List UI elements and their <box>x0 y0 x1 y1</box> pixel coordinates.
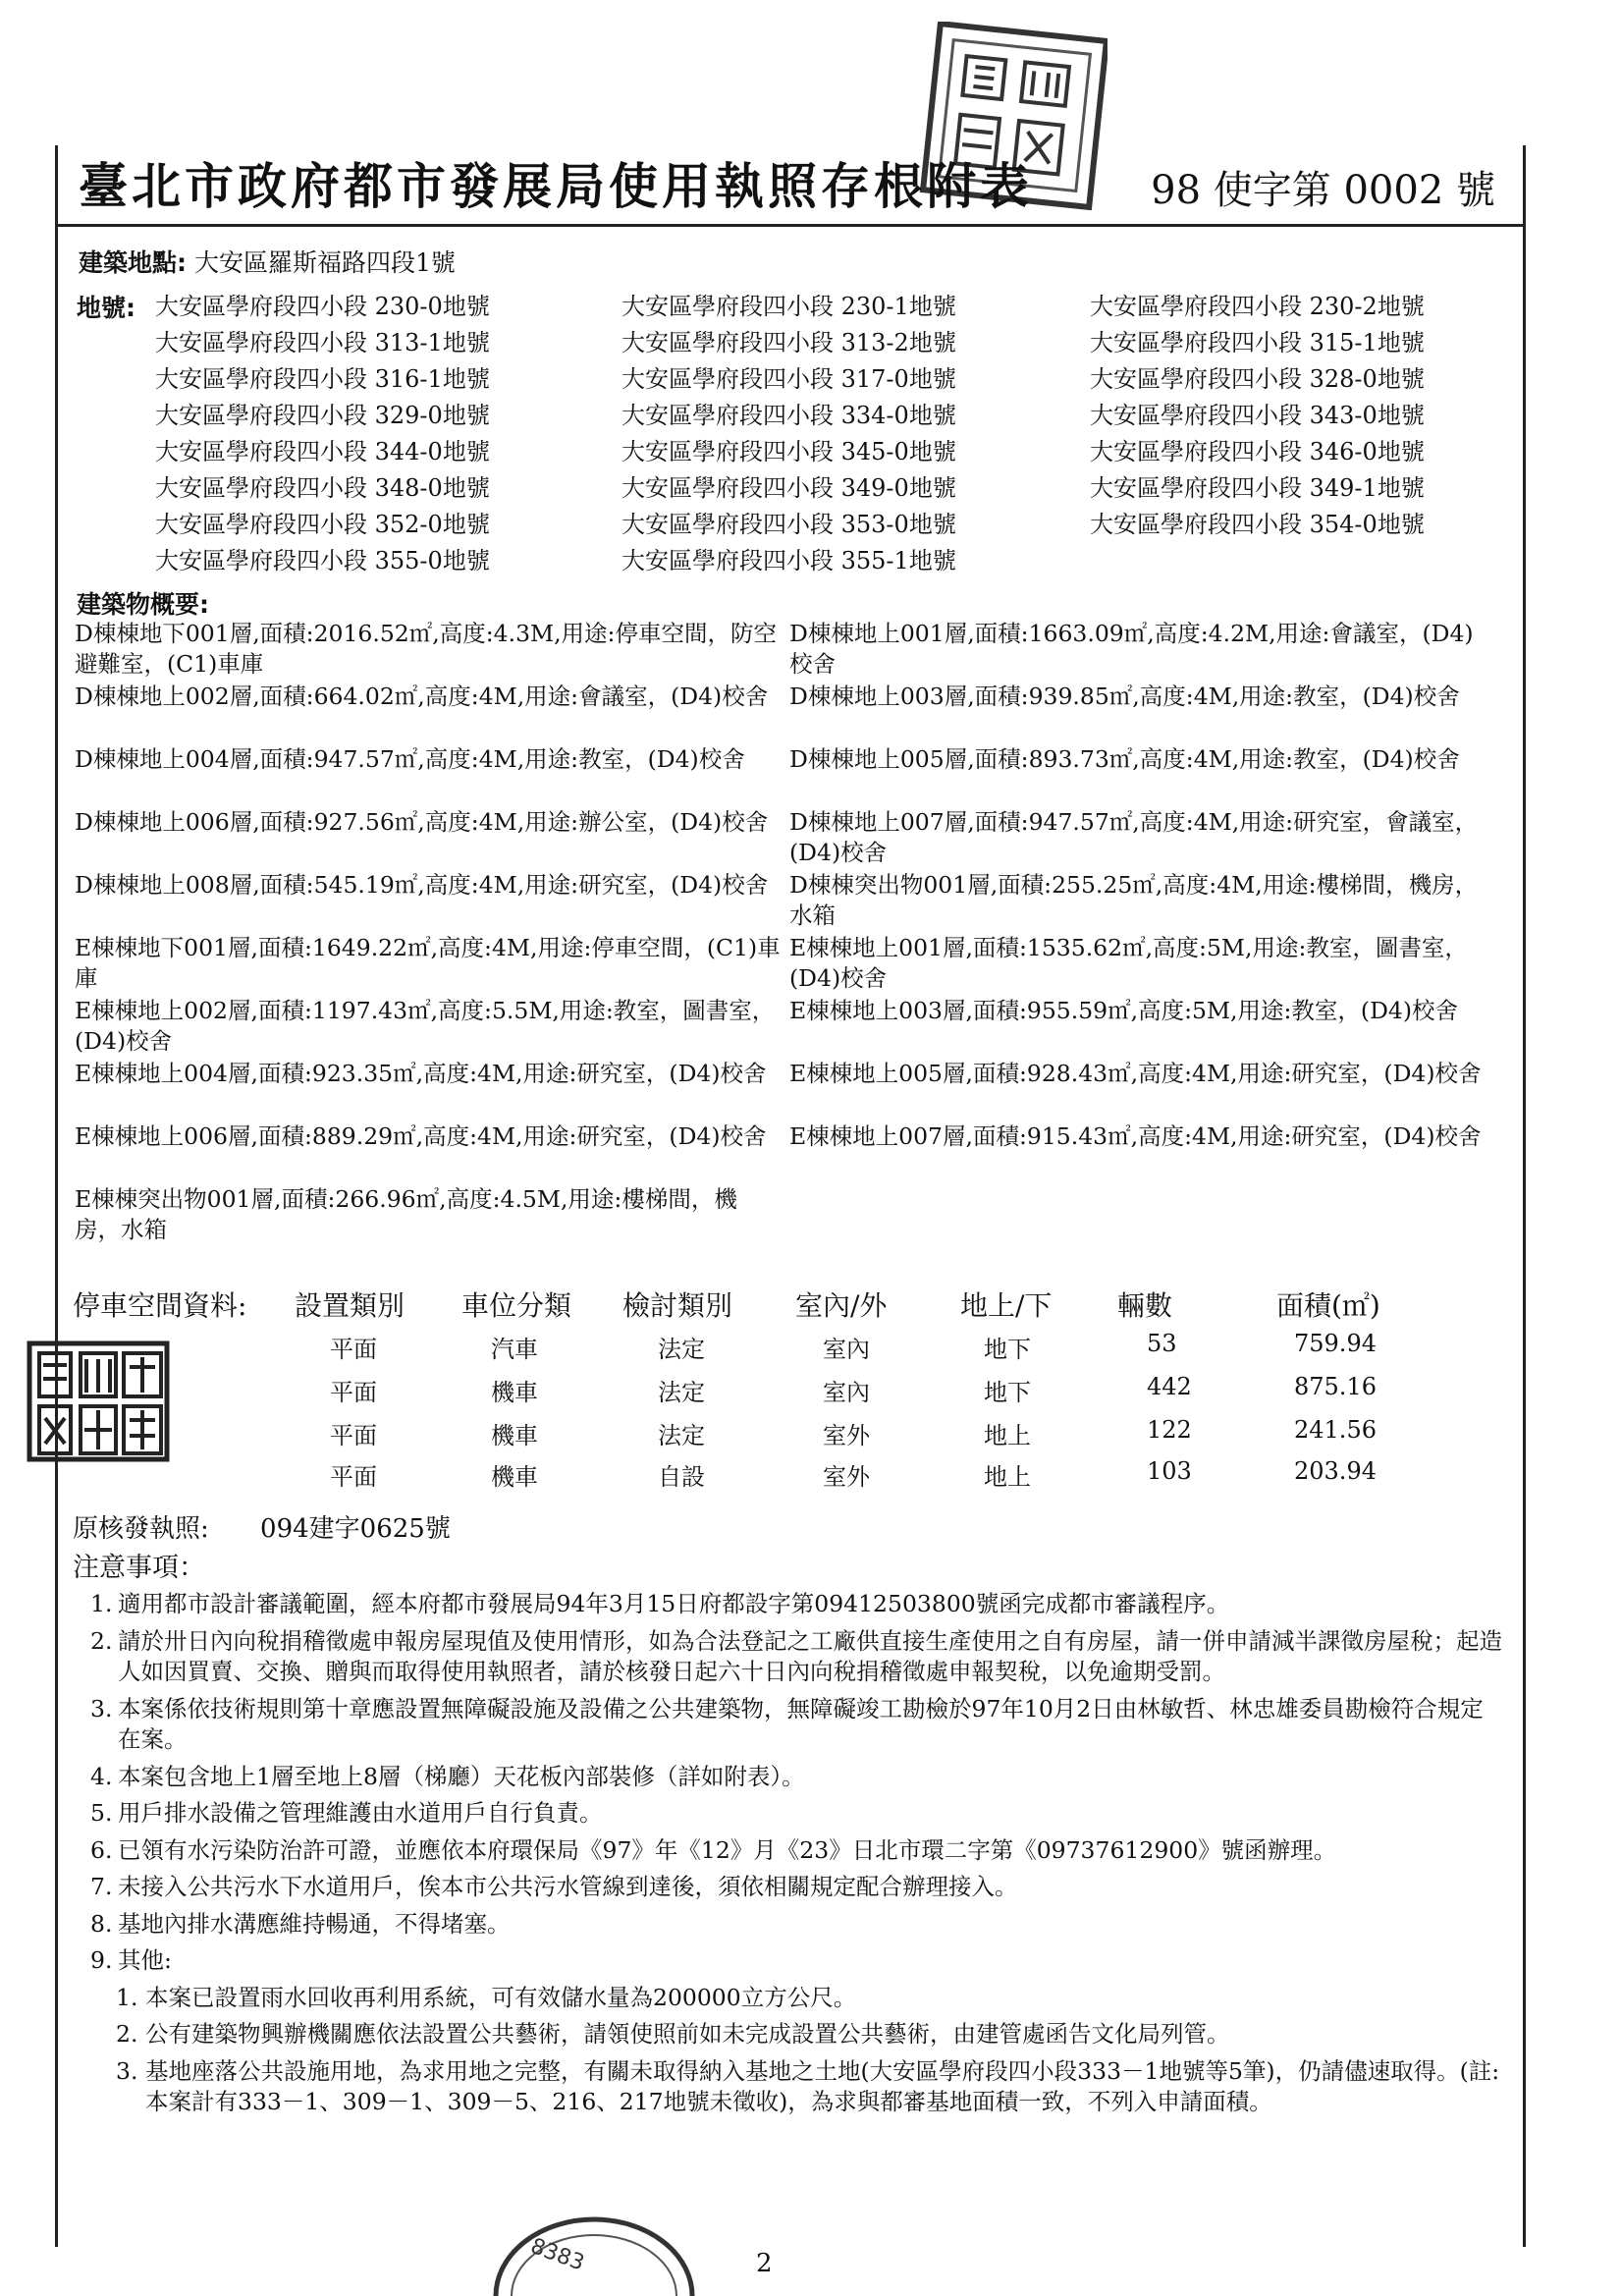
parking-cell: 室外 <box>823 1463 870 1491</box>
notes-list <box>90 1589 1504 2124</box>
note-sub-number: 2. <box>116 2020 138 2048</box>
land-lot-item: 大安區學府段四小段 353-0地號 <box>621 511 956 538</box>
parking-cell: 機車 <box>491 1379 538 1406</box>
note-text: 已領有水污染防治許可證，並應依本府環保局《97》年《12》月《23》日北市環二字第《09737612900》號函辦理。 <box>118 1835 1337 1864</box>
document-title: 臺北市政府都市發展局使用執照存根附表 <box>79 157 1033 215</box>
svg-text:8383: 8383 <box>527 2233 588 2276</box>
land-lot-item: 大安區學府段四小段 355-1地號 <box>621 547 956 574</box>
parking-cell: 機車 <box>491 1422 538 1449</box>
parking-cell: 875.16 <box>1294 1373 1377 1400</box>
building-site <box>79 244 456 279</box>
note-sub-text: 基地座落公共設施用地，為求用地之完整，有關未取得納入基地之土地(大安區學府段四小段333－1地號等5筆)，仍請儘速取得。(註:本案計有333－1、309－1、309－5、216、217地號未徵收)，為求與都審基地面積一致，不列入申請面積。 <box>145 2056 1500 2115</box>
note-sub-text: 本案已設置雨水回收再利用系統，可有效儲水量為200000立方公尺。 <box>145 1983 857 2011</box>
building-floor-item: D棟棟地上008層,面積:545.19㎡,高度:4M,用途:研究室，(D4)校舍 <box>75 871 769 899</box>
note-sub-number: 3. <box>116 2056 138 2085</box>
parking-cell: 室外 <box>823 1422 870 1449</box>
building-floor-item: D棟棟地上005層,面積:893.73㎡,高度:4M,用途:教室，(D4)校舍 <box>789 745 1460 773</box>
parking-cell: 汽車 <box>491 1336 538 1363</box>
land-lot-item: 大安區學府段四小段 316-1地號 <box>155 365 490 393</box>
parking-row <box>0 1330 1621 1369</box>
land-lot-item: 大安區學府段四小段 230-0地號 <box>155 293 490 320</box>
note-number: 2. <box>90 1626 113 1655</box>
land-lot-item: 大安區學府段四小段 230-1地號 <box>621 293 956 320</box>
page-number: 2 <box>756 2249 773 2278</box>
note-sub-item <box>116 2019 1504 2050</box>
note-text: 未接入公共污水下水道用戶，俟本市公共污水管線到達後，須依相關規定配合辦理接入。 <box>118 1873 1018 1900</box>
parking-cell: 53 <box>1147 1330 1177 1357</box>
building-floor-item: D棟棟突出物001層,面積:255.25㎡,高度:4M,用途:樓梯間，機房，水箱 <box>789 871 1479 929</box>
note-text: 用戶排水設備之管理維護由水道用戶自行負責。 <box>118 1799 603 1827</box>
note-number: 3. <box>90 1694 113 1722</box>
land-lot-item: 大安區學府段四小段 328-0地號 <box>1090 365 1425 393</box>
land-lot-item: 大安區學府段四小段 349-0地號 <box>621 474 956 502</box>
building-floor-item: D棟棟地上003層,面積:939.85㎡,高度:4M,用途:教室，(D4)校舍 <box>789 683 1460 710</box>
parking-cell: 法定 <box>658 1336 705 1363</box>
notes-label: 注意事項： <box>73 1553 205 1583</box>
note-number: 5. <box>90 1799 113 1827</box>
parking-cell: 203.94 <box>1294 1457 1377 1485</box>
note-text: 其他: <box>118 1946 172 1974</box>
land-lot-item: 大安區學府段四小段 230-2地號 <box>1090 293 1425 320</box>
land-lot-item: 大安區學府段四小段 344-0地號 <box>155 438 490 465</box>
land-lot-item: 大安區學府段四小段 343-0地號 <box>1090 402 1425 429</box>
building-floor-item: D棟棟地上002層,面積:664.02㎡,高度:4M,用途:會議室，(D4)校舍 <box>75 683 769 710</box>
land-lot-item: 大安區學府段四小段 346-0地號 <box>1090 438 1425 465</box>
note-number: 9. <box>90 1946 113 1974</box>
parking-row <box>0 1457 1621 1497</box>
note-text: 基地內排水溝應維持暢通，不得堵塞。 <box>118 1909 511 1938</box>
original-permit-value: 094建字0625號 <box>260 1514 451 1544</box>
parking-cell: 自設 <box>658 1463 705 1491</box>
parking-cell: 759.94 <box>1294 1330 1377 1357</box>
parking-cell: 地上 <box>984 1422 1031 1449</box>
building-floor-item: E棟棟地上007層,面積:915.43㎡,高度:4M,用途:研究室，(D4)校舍 <box>789 1122 1482 1150</box>
building-floor-item: D棟棟地上006層,面積:927.56㎡,高度:4M,用途:辦公室，(D4)校舍 <box>75 808 769 836</box>
building-floor-item <box>789 1184 1496 1245</box>
parking-cell: 241.56 <box>1294 1416 1377 1444</box>
land-lot-item: 大安區學府段四小段 349-1地號 <box>1090 474 1425 502</box>
note-item <box>90 1909 1504 1941</box>
land-lot-item: 大安區學府段四小段 317-0地號 <box>621 365 956 393</box>
parking-cell: 室內 <box>823 1336 870 1363</box>
land-lot-item: 大安區學府段四小段 313-2地號 <box>621 329 956 356</box>
parking-cell: 地下 <box>984 1336 1031 1363</box>
building-floor-item: E棟棟地上003層,面積:955.59㎡,高度:5M,用途:教室，(D4)校舍 <box>789 997 1459 1024</box>
building-site-value: 大安區羅斯福路四段1號 <box>193 248 456 277</box>
building-summary-label: 建築物概要: <box>77 590 209 619</box>
original-permit-label: 原核發執照: <box>73 1514 209 1544</box>
building-floor-item: D棟棟地下001層,面積:2016.52㎡,高度:4.3M,用途:停車空間，防空避難室，(C1)車庫 <box>75 620 777 678</box>
note-sub-number: 1. <box>116 1983 138 2011</box>
building-site-label: 建築地點: <box>79 248 187 277</box>
land-lots-list <box>155 289 1490 578</box>
parking-cell: 平面 <box>330 1463 377 1491</box>
note-item <box>90 1872 1504 1903</box>
parking-cell: 103 <box>1147 1457 1192 1485</box>
parking-col-header: 檢討類別 <box>622 1289 733 1322</box>
land-lot-item: 大安區學府段四小段 354-0地號 <box>1090 511 1425 538</box>
land-lots-label: 地號: <box>77 294 135 322</box>
note-number: 7. <box>90 1873 113 1900</box>
note-text: 請於卅日內向稅捐稽徵處申報房屋現值及使用情形，如為合法登記之工廠供直接生產使用之自有房屋，請一併申請減半課徵房屋稅；起造人如因買賣、交換、贈與而取得使用執照者，請於核發日起六十日內向稅捐稽徵處申報契稅，以免逾期受罰。 <box>118 1626 1502 1685</box>
note-text: 本案係依技術規則第十章應設置無障礙設施及設備之公共建築物，無障礙竣工勘檢於97年10月2日由林敏哲、林忠雄委員勘檢符合規定在案。 <box>118 1694 1484 1753</box>
parking-cell: 室內 <box>823 1379 870 1406</box>
parking-cell: 442 <box>1147 1373 1192 1400</box>
parking-cell: 平面 <box>330 1336 377 1363</box>
parking-cell: 地下 <box>984 1379 1031 1406</box>
note-item <box>90 1762 1504 1793</box>
building-summary-list <box>75 619 1498 1245</box>
building-floor-item: E棟棟地上006層,面積:889.29㎡,高度:4M,用途:研究室，(D4)校舍 <box>75 1122 767 1150</box>
parking-col-header: 設置類別 <box>295 1289 405 1322</box>
note-text: 本案包含地上1層至地上8層（梯廳）天花板內部裝修（詳如附表）。 <box>118 1762 805 1790</box>
land-lot-item: 大安區學府段四小段 348-0地號 <box>155 474 490 502</box>
parking-cell: 地上 <box>984 1463 1031 1491</box>
building-floor-item: E棟棟地上002層,面積:1197.43㎡,高度:5.5M,用途:教室，圖書室，(D4)校舍 <box>75 997 776 1055</box>
parking-cell: 平面 <box>330 1422 377 1449</box>
parking-cell: 機車 <box>491 1463 538 1491</box>
parking-col-header: 車位分類 <box>461 1289 572 1322</box>
original-permit <box>73 1508 451 1545</box>
building-floor-item: D棟棟地上007層,面積:947.57㎡,高度:4M,用途:研究室，會議室，(D4)校舍 <box>789 808 1479 866</box>
land-lot-item: 大安區學府段四小段 329-0地號 <box>155 402 490 429</box>
note-sub-item <box>116 1983 1504 2014</box>
parking-col-header: 地上/下 <box>960 1289 1053 1322</box>
note-number: 8. <box>90 1909 113 1938</box>
parking-row <box>0 1373 1621 1412</box>
note-number: 4. <box>90 1762 113 1790</box>
land-lot-item: 大安區學府段四小段 313-1地號 <box>155 329 490 356</box>
document-number: 98 使字第 0002 號 <box>1151 168 1495 213</box>
building-floor-item: D棟棟地上001層,面積:1663.09㎡,高度:4.2M,用途:會議室，(D4)校舍 <box>789 620 1474 678</box>
parking-col-header: 輛數 <box>1117 1289 1173 1322</box>
parking-cell: 法定 <box>658 1379 705 1406</box>
note-sub-item <box>116 2056 1504 2118</box>
parking-row <box>0 1416 1621 1455</box>
parking-cell: 平面 <box>330 1379 377 1406</box>
header-rule <box>55 224 1523 227</box>
building-floor-item: E棟棟地上001層,面積:1535.62㎡,高度:5M,用途:教室，圖書室，(D4)校舍 <box>789 934 1468 992</box>
parking-cell: 法定 <box>658 1422 705 1449</box>
land-lot-item: 大安區學府段四小段 355-0地號 <box>155 547 490 574</box>
note-item <box>90 1945 1504 1977</box>
land-lot-item <box>1090 543 1483 578</box>
note-number: 1. <box>90 1590 113 1617</box>
note-item <box>90 1798 1504 1830</box>
land-lot-item: 大安區學府段四小段 315-1地號 <box>1090 329 1425 356</box>
land-lot-item: 大安區學府段四小段 352-0地號 <box>155 511 490 538</box>
note-text: 適用都市設計審議範圍，經本府都市發展局94年3月15日府都設字第09412503800號函完成都市審議程序。 <box>118 1590 1230 1617</box>
land-lot-item: 大安區學府段四小段 345-0地號 <box>621 438 956 465</box>
note-sub-text: 公有建築物興辦機關應依法設置公共藝術，請領使照前如未完成設置公共藝術，由建管處函告文化局列管。 <box>145 2020 1230 2048</box>
parking-col-header: 面積(㎡) <box>1276 1289 1380 1322</box>
land-lot-item: 大安區學府段四小段 334-0地號 <box>621 402 956 429</box>
parking-cell: 122 <box>1147 1416 1192 1444</box>
building-floor-item: E棟棟地上005層,面積:928.43㎡,高度:4M,用途:研究室，(D4)校舍 <box>789 1060 1482 1087</box>
building-floor-item: E棟棟地上004層,面積:923.35㎡,高度:4M,用途:研究室，(D4)校舍 <box>75 1060 767 1087</box>
note-item <box>90 1835 1504 1867</box>
note-item <box>90 1589 1504 1620</box>
building-floor-item: D棟棟地上004層,面積:947.57㎡,高度:4M,用途:教室，(D4)校舍 <box>75 745 745 773</box>
parking-label: 停車空間資料: <box>73 1289 247 1322</box>
note-item <box>90 1694 1504 1756</box>
parking-col-header: 室內/外 <box>795 1289 888 1322</box>
building-floor-item: E棟棟突出物001層,面積:266.96㎡,高度:4.5M,用途:樓梯間，機房，水箱 <box>75 1185 737 1243</box>
building-floor-item: E棟棟地下001層,面積:1649.22㎡,高度:4M,用途:停車空間，(C1)車庫 <box>75 934 781 992</box>
note-item <box>90 1626 1504 1688</box>
note-number: 6. <box>90 1835 113 1864</box>
